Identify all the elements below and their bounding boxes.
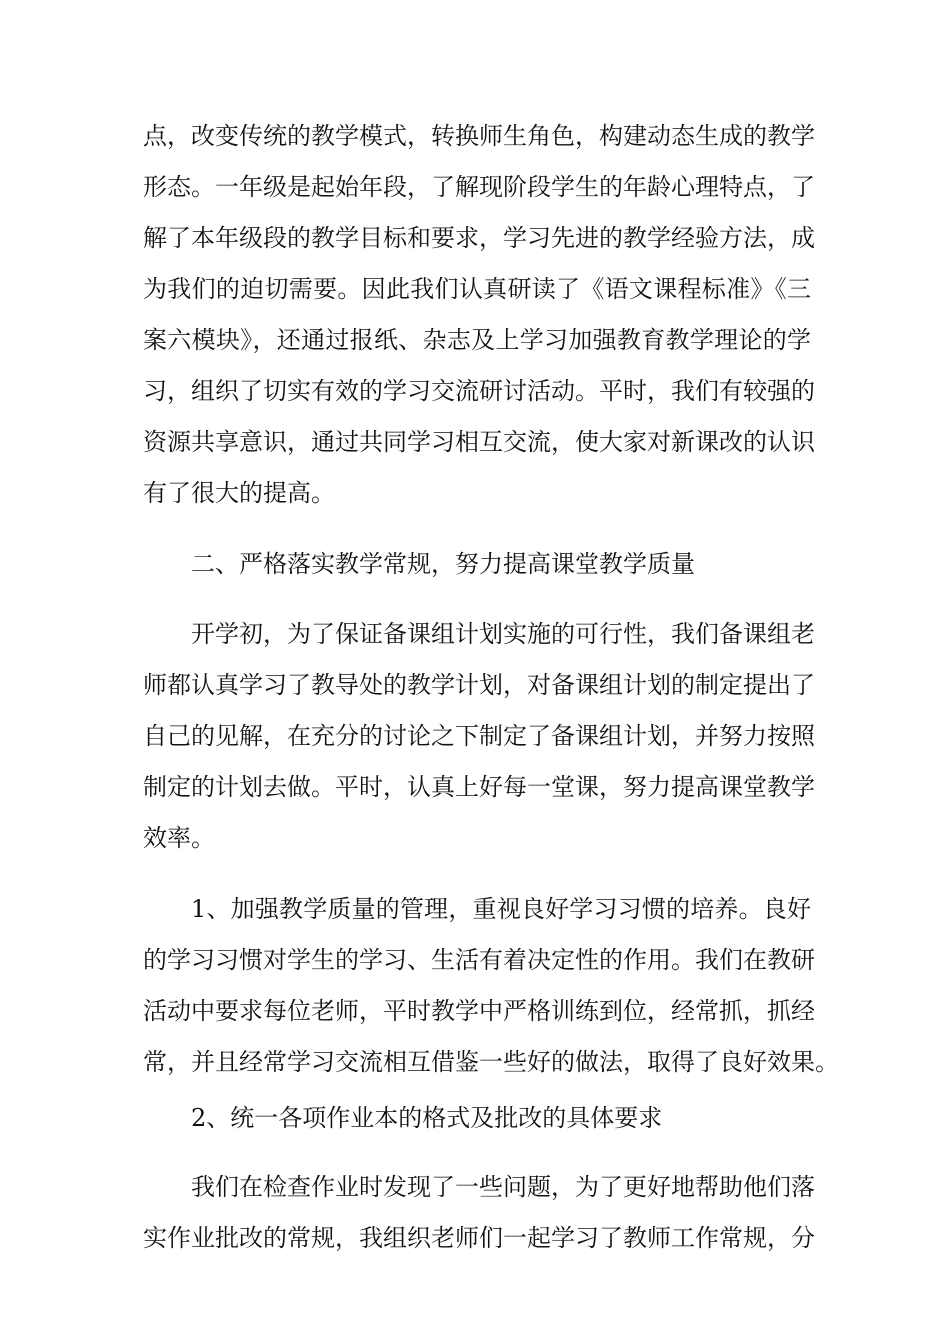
subsection-heading: 2、统一各项作业本的格式及批改的具体要求: [191, 1104, 663, 1132]
text-line: 形态。一年级是起始年段，了解现阶段学生的年龄心理特点，了: [143, 173, 815, 201]
text-line: 自己的见解，在充分的讨论之下制定了备课组计划，并努力按照: [143, 722, 815, 750]
text-line: 的学习习惯对学生的学习、生活有着决定性的作用。我们在教研: [143, 946, 815, 974]
text-line: 效率。: [143, 824, 215, 852]
text-line: 资源共享意识，通过共同学习相互交流，使大家对新课改的认识: [143, 428, 815, 456]
document-body: [143, 111, 839, 1264]
text-line: 有了很大的提高。: [143, 479, 335, 507]
text-line: 常，并且经常学习交流相互借鉴一些好的做法，取得了良好效果。: [143, 1048, 839, 1076]
text-line: 实作业批改的常规，我组织老师们一起学习了教师工作常规，分: [143, 1224, 815, 1252]
text-line: 案六模块》，还通过报纸、杂志及上学习加强教育教学理论的学: [143, 326, 811, 354]
text-line: 为我们的迫切需要。因此我们认真研读了《语文课程标准》《三: [143, 275, 811, 303]
text-line: 制定的计划去做。平时，认真上好每一堂课，努力提高课堂教学: [143, 773, 815, 801]
text-line: 解了本年级段的教学目标和要求，学习先进的教学经验方法，成: [143, 224, 815, 252]
section-heading: 二、严格落实教学常规，努力提高课堂教学质量: [191, 550, 695, 578]
text-line: 点，改变传统的教学模式，转换师生角色，构建动态生成的教学: [143, 122, 815, 150]
text-line: 习，组织了切实有效的学习交流研讨活动。平时，我们有较强的: [143, 377, 815, 405]
text-line: 活动中要求每位老师，平时教学中严格训练到位，经常抓，抓经: [143, 997, 815, 1025]
text-line: 我们在检查作业时发现了一些问题，为了更好地帮助他们落: [191, 1173, 815, 1201]
text-line: 开学初，为了保证备课组计划实施的可行性，我们备课组老: [191, 620, 815, 648]
text-line: 师都认真学习了教导处的教学计划，对备课组计划的制定提出了: [143, 671, 815, 699]
text-line: 1、加强教学质量的管理，重视良好学习习惯的培养。良好: [191, 895, 811, 923]
